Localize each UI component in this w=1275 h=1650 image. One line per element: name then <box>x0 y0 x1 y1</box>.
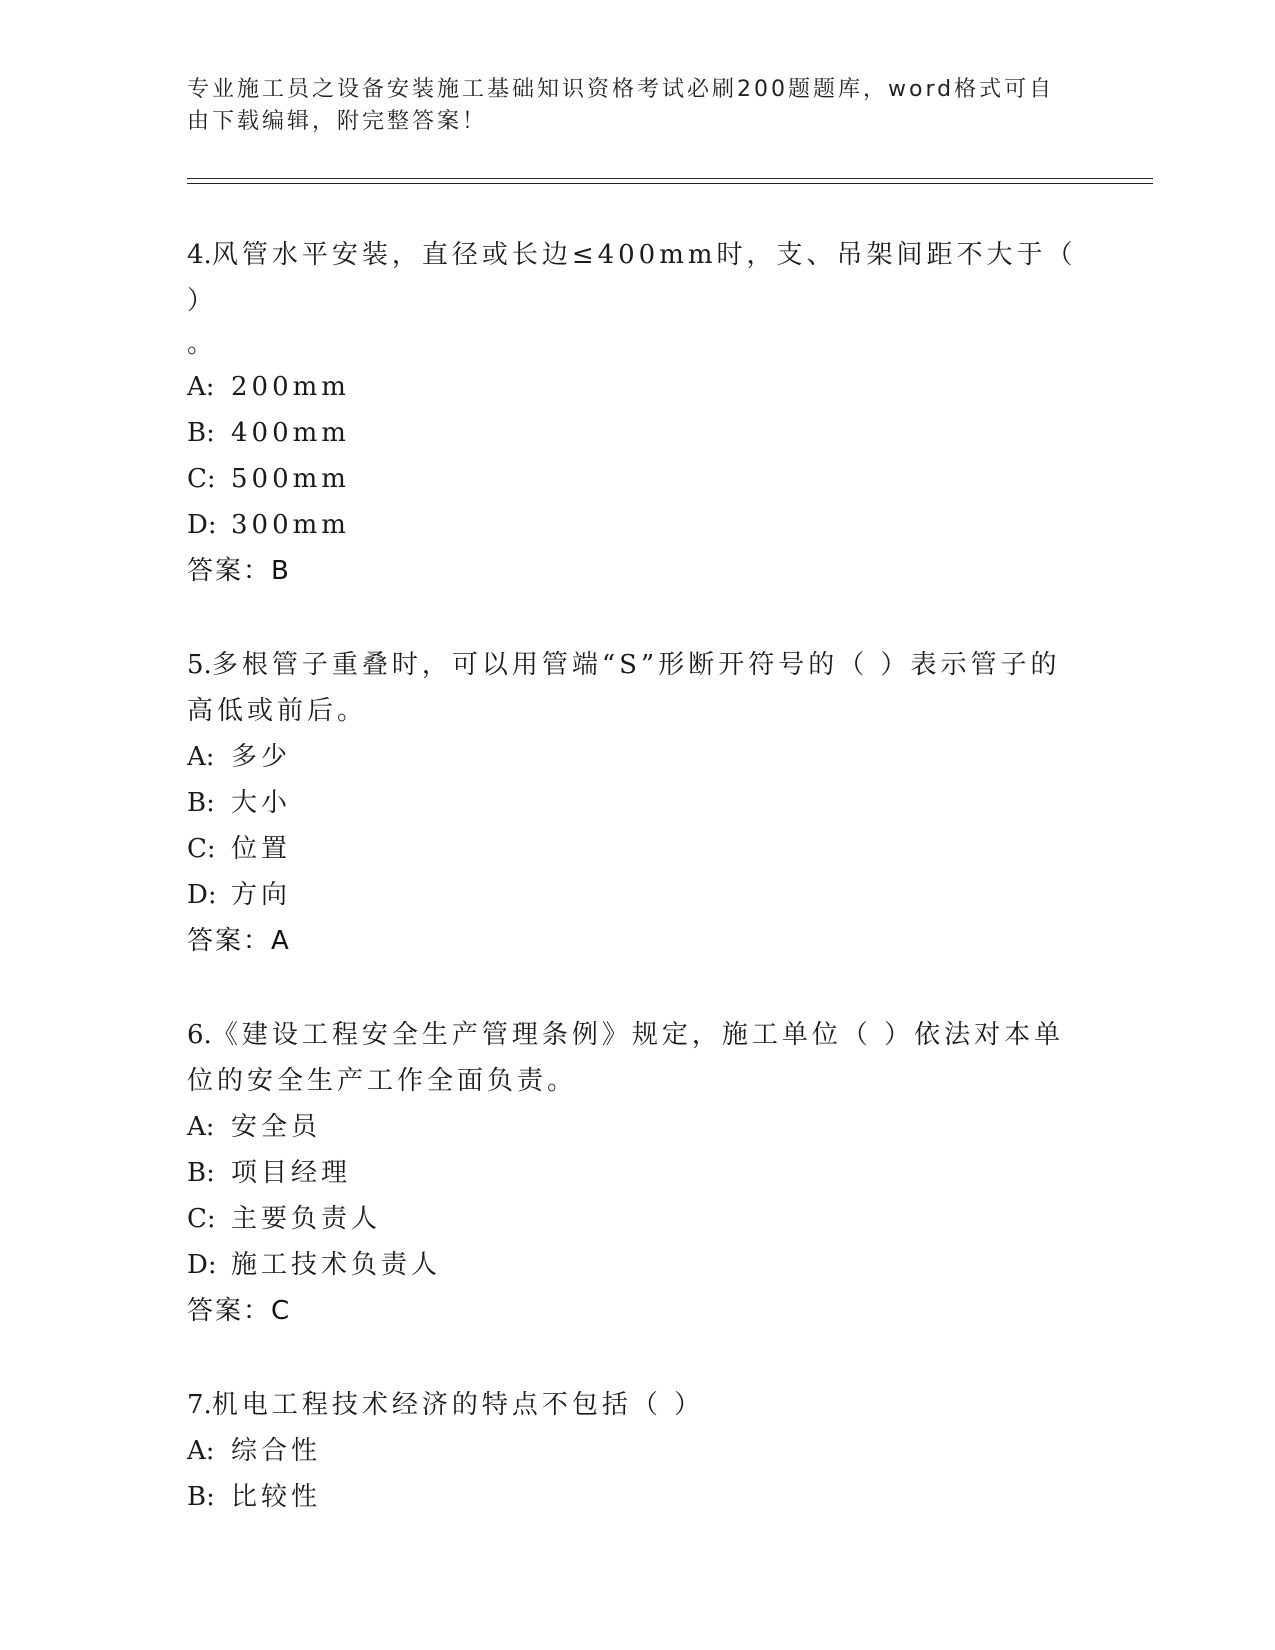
option-c <box>187 1196 1087 1242</box>
question-list <box>187 232 1087 1568</box>
option-key: A: <box>187 372 215 402</box>
header-divider-top <box>187 178 1153 179</box>
option-key: C: <box>187 1204 216 1234</box>
question-text: 多根管子重叠时，可以用管端“S”形断开符号的（ ）表示管子的高低或前后。 <box>187 650 1061 726</box>
option-a <box>187 734 1087 780</box>
option-d <box>187 1242 1087 1288</box>
question-number: 6. <box>187 1020 212 1050</box>
option-key: B: <box>187 418 215 448</box>
option-b <box>187 1474 1087 1520</box>
option-text: 施工技术负责人 <box>231 1250 442 1280</box>
option-c <box>187 456 1087 502</box>
question-text: 机电工程技术经济的特点不包括（ ） <box>211 1390 705 1420</box>
option-key: B: <box>187 1482 215 1512</box>
question-6 <box>187 1012 1087 1334</box>
question-text: 《建设工程安全生产管理条例》规定，施工单位（ ）依法对本单位的安全生产工作全面负责。 <box>187 1020 1065 1096</box>
option-key: A: <box>187 1112 215 1142</box>
question-stem <box>187 1382 1087 1428</box>
question-text: 风管水平安装，直径或长边≤400mm时，支、吊架间距不大于（ ） <box>187 240 1077 316</box>
option-a <box>187 364 1087 410</box>
option-key: A: <box>187 742 215 772</box>
header-divider-bottom <box>187 183 1153 184</box>
option-a <box>187 1428 1087 1474</box>
option-text: 400mm <box>231 418 350 448</box>
option-text: 项目经理 <box>231 1158 352 1188</box>
option-key: C: <box>187 834 216 864</box>
option-key: B: <box>187 1158 215 1188</box>
option-text: 200mm <box>231 372 350 402</box>
option-text: 主要负责人 <box>231 1204 382 1234</box>
question-5 <box>187 642 1087 964</box>
option-key: D: <box>187 880 217 910</box>
option-c <box>187 826 1087 872</box>
answer-line: 答案：A <box>187 926 291 956</box>
option-text: 多少 <box>231 742 292 772</box>
option-d <box>187 872 1087 918</box>
question-number: 4. <box>187 240 212 270</box>
document-header-title: 专业施工员之设备安装施工基础知识资格考试必刷200题题库，word格式可自由下载编辑，附完整答案！ <box>187 77 1055 134</box>
question-stem <box>187 1012 1087 1104</box>
question-4 <box>187 232 1087 594</box>
option-key: B: <box>187 788 215 818</box>
question-7 <box>187 1382 1087 1520</box>
option-text: 大小 <box>231 788 292 818</box>
option-b <box>187 410 1087 456</box>
option-text: 比较性 <box>231 1482 322 1512</box>
option-key: D: <box>187 510 217 540</box>
option-key: C: <box>187 464 216 494</box>
option-key: A: <box>187 1436 215 1466</box>
question-stem <box>187 642 1087 734</box>
option-text: 综合性 <box>231 1436 322 1466</box>
option-b <box>187 780 1087 826</box>
question-number: 7. <box>187 1390 212 1420</box>
option-text: 安全员 <box>231 1112 322 1142</box>
answer-line: 答案：B <box>187 556 291 586</box>
option-text: 方向 <box>231 880 292 910</box>
option-b <box>187 1150 1087 1196</box>
question-number: 5. <box>187 650 212 680</box>
question-stem-end: 。 <box>187 329 218 359</box>
option-text: 300mm <box>231 510 350 540</box>
option-text: 500mm <box>231 464 350 494</box>
option-d <box>187 502 1087 548</box>
option-key: D: <box>187 1250 217 1280</box>
option-a <box>187 1104 1087 1150</box>
question-stem <box>187 232 1087 324</box>
option-text: 位置 <box>231 834 292 864</box>
answer-line: 答案：C <box>187 1296 292 1326</box>
